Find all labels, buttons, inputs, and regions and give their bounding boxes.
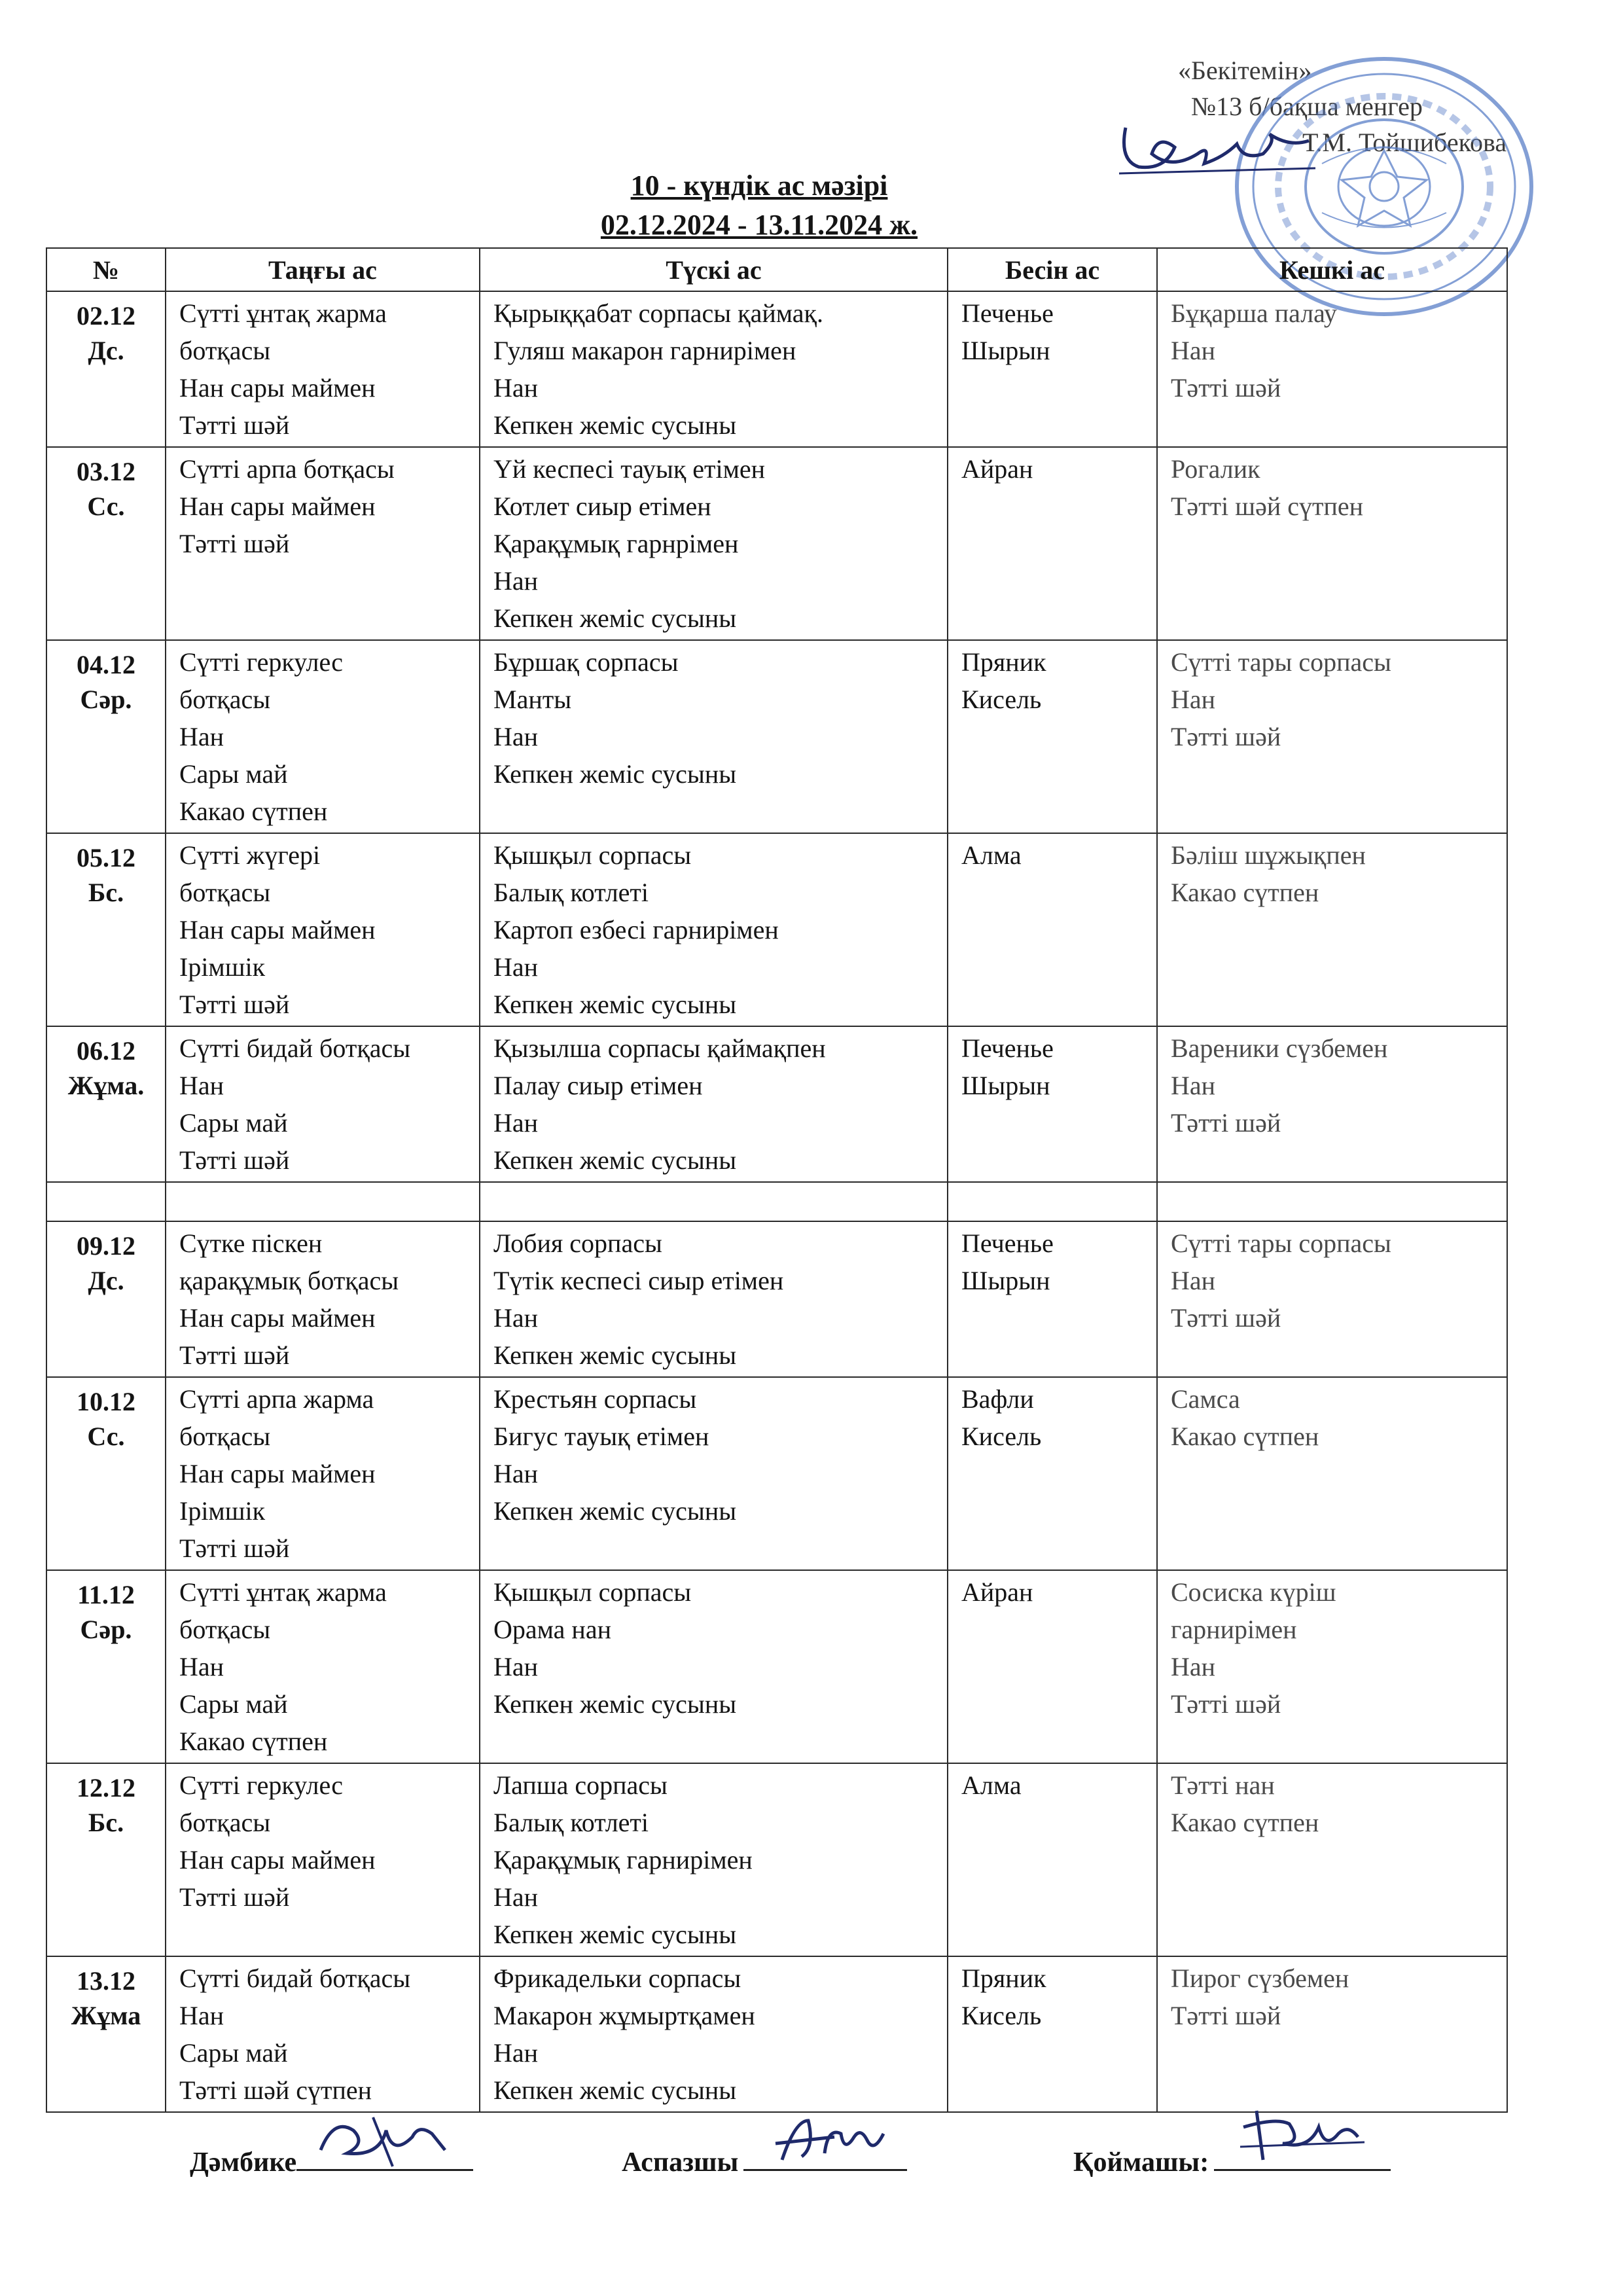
breakfast-line: Тәтті шәй: [179, 1882, 290, 1912]
lunch-line: Қышқыл сорпасы: [493, 1577, 692, 1607]
breakfast-line: Нан сары маймен: [179, 1845, 376, 1874]
breakfast-line: Сүтті бидай ботқасы: [179, 1033, 411, 1063]
day-cell: [46, 447, 166, 640]
breakfast-line: Тәтті шәй: [179, 1340, 290, 1370]
breakfast-cell: [166, 1377, 480, 1570]
lunch-line: Кепкен жеміс сусыны: [493, 1145, 737, 1175]
breakfast-line: Нан: [179, 1652, 224, 1681]
breakfast-line: Сүтті арпа жарма: [179, 1384, 374, 1414]
lunch-line: Нан: [493, 2038, 539, 2068]
lunch-line: Кепкен жеміс сусыны: [493, 603, 737, 633]
breakfast-cell: [166, 1763, 480, 1956]
approval-line-3: Т.М. Тойшибекова: [1302, 128, 1507, 157]
lunch-line: Үй кеспесі тауық етімен: [493, 454, 766, 484]
dinner-line: Какао сүтпен: [1171, 1422, 1319, 1451]
dinner-cell: [1157, 1570, 1507, 1763]
lunch-cell: [480, 1221, 948, 1377]
lunch-line: Кепкен жеміс сусыны: [493, 990, 737, 1019]
day-line: 06.12: [77, 1036, 135, 1066]
header-number: №: [46, 248, 166, 291]
menu-table: [46, 247, 1508, 2113]
day-cell: [46, 833, 166, 1026]
day-line: Дс.: [88, 336, 124, 365]
dinner-cell: [1157, 447, 1507, 640]
dinner-cell: [1157, 1026, 1507, 1182]
breakfast-line: Нан сары маймен: [179, 492, 376, 521]
breakfast-line: Тәтті шәй: [179, 529, 290, 558]
lunch-cell: [480, 447, 948, 640]
breakfast-line: Ірімшік: [179, 1496, 266, 1526]
dinner-line: Какао сүтпен: [1171, 1808, 1319, 1837]
lunch-line: Түтік кеспесі сиыр етімен: [493, 1266, 784, 1295]
breakfast-line: Какао сүтпен: [179, 1727, 328, 1756]
dinner-line: Нан: [1171, 1266, 1216, 1295]
lunch-line: Бұршақ сорпасы: [493, 647, 679, 677]
breakfast-cell: [166, 1956, 480, 2112]
breakfast-line: Нан сары маймен: [179, 1459, 376, 1488]
table-row: [46, 1763, 1507, 1956]
dinner-line: Бұқарша палау: [1171, 298, 1337, 328]
lunch-line: Кепкен жеміс сусыны: [493, 1920, 737, 1949]
breakfast-line: Сүтті бидай ботқасы: [179, 1964, 411, 1993]
snack-cell: [948, 291, 1157, 447]
day-line: Сәр.: [80, 1615, 132, 1644]
breakfast-cell: [166, 640, 480, 833]
dinner-line: Тәтті шәй: [1171, 1303, 1281, 1333]
breakfast-line: Сүтті геркулес: [179, 647, 343, 677]
breakfast-line: Сүтті ұнтақ жарма: [179, 1577, 387, 1607]
approval-line-1: «Бекітемін»: [1178, 56, 1312, 85]
breakfast-line: Какао сүтпен: [179, 797, 328, 826]
lunch-line: Гуляш макарон гарнирімен: [493, 336, 796, 365]
day-line: 02.12: [77, 301, 135, 331]
breakfast-line: Нан сары маймен: [179, 915, 376, 944]
lunch-line: Лапша сорпасы: [493, 1770, 668, 1800]
dinner-line: Бәліш шұжықпен: [1171, 840, 1366, 870]
snack-line: Печенье: [961, 298, 1054, 328]
breakfast-line: ботқасы: [179, 685, 271, 714]
dinner-line: Сосиска күріш: [1171, 1577, 1336, 1607]
table-row: [46, 1026, 1507, 1182]
breakfast-line: Тәтті шәй: [179, 1534, 290, 1563]
dinner-line: Тәтті шәй: [1171, 1689, 1281, 1719]
day-cell: [46, 291, 166, 447]
day-line: Сәр.: [80, 685, 132, 714]
snack-line: Печенье: [961, 1229, 1054, 1258]
header-snack: Бесін ас: [948, 248, 1157, 291]
breakfast-line: Сүтті геркулес: [179, 1770, 343, 1800]
snack-line: Кисель: [961, 685, 1042, 714]
dinner-line: Пирог сүзбемен: [1171, 1964, 1349, 1993]
dinner-line: Рогалик: [1171, 454, 1260, 484]
lunch-line: Кепкен жеміс сусыны: [493, 1340, 737, 1370]
approval-line-2: №13 б/бақша менгер: [1191, 92, 1423, 121]
lunch-line: Кепкен жеміс сусыны: [493, 410, 737, 440]
breakfast-line: Сары май: [179, 2038, 288, 2068]
lunch-line: Крестьян сорпасы: [493, 1384, 697, 1414]
day-cell: [46, 1221, 166, 1377]
breakfast-line: Сүтті ұнтақ жарма: [179, 298, 387, 328]
day-line: Дс.: [88, 1266, 124, 1295]
nurse-signature: [308, 2111, 458, 2170]
header-breakfast: Таңғы ас: [166, 248, 480, 291]
breakfast-line: Сүтті жүгері: [179, 840, 321, 870]
lunch-line: Нан: [493, 373, 539, 403]
dinner-line: Сүтті тары сорпасы: [1171, 647, 1391, 677]
lunch-cell: [480, 833, 948, 1026]
snack-cell: [948, 1570, 1157, 1763]
lunch-line: Котлет сиыр етімен: [493, 492, 711, 521]
snack-line: Айран: [961, 1577, 1033, 1607]
day-line: 04.12: [77, 650, 135, 679]
breakfast-line: Тәтті шәй: [179, 410, 290, 440]
table-row: [46, 1956, 1507, 2112]
lunch-line: Фрикадельки сорпасы: [493, 1964, 741, 1993]
page-subtitle-date-range: 02.12.2024 - 13.11.2024 ж.: [600, 209, 918, 241]
table-row: [46, 1221, 1507, 1377]
lunch-cell: [480, 640, 948, 833]
breakfast-line: Сары май: [179, 1108, 288, 1138]
snack-line: Пряник: [961, 647, 1046, 677]
day-cell: [46, 1956, 166, 2112]
lunch-line: Қарақұмық гарнрімен: [493, 529, 739, 558]
breakfast-cell: [166, 447, 480, 640]
snack-cell: [948, 1763, 1157, 1956]
lunch-cell: [480, 1956, 948, 2112]
lunch-line: Макарон жұмыртқамен: [493, 2001, 755, 2030]
day-cell: [46, 640, 166, 833]
lunch-cell: [480, 1377, 948, 1570]
dinner-line: Тәтті шәй: [1171, 373, 1281, 403]
table-row: [46, 1377, 1507, 1570]
breakfast-line: Сары май: [179, 1689, 288, 1719]
breakfast-line: Тәтті шәй сүтпен: [179, 2075, 372, 2105]
breakfast-line: Тәтті шәй: [179, 990, 290, 1019]
dinner-cell: [1157, 1377, 1507, 1570]
day-line: 11.12: [77, 1580, 135, 1609]
breakfast-line: қарақұмық ботқасы: [179, 1266, 399, 1295]
snack-line: Алма: [961, 840, 1022, 870]
table-row: [46, 640, 1507, 833]
header-dinner: Кешкі ас: [1157, 248, 1507, 291]
cook-label: Аспазшы: [622, 2147, 739, 2178]
lunch-line: Балық котлеті: [493, 1808, 649, 1837]
snack-cell: [948, 1956, 1157, 2112]
dinner-line: гарнирімен: [1171, 1615, 1297, 1644]
day-cell: [46, 1377, 166, 1570]
dinner-line: Тәтті шәй: [1171, 1108, 1281, 1138]
lunch-line: Картоп езбесі гарнирімен: [493, 915, 779, 944]
day-line: Жұма: [71, 2001, 141, 2030]
lunch-line: Бигус тауық етімен: [493, 1422, 709, 1451]
page-title: 10 - күндік ас мәзірі: [630, 170, 888, 202]
lunch-line: Нан: [493, 1108, 539, 1138]
table-cell-empty: [46, 1182, 166, 1221]
lunch-line: Нан: [493, 1882, 539, 1912]
breakfast-cell: [166, 833, 480, 1026]
dinner-line: Самса: [1171, 1384, 1240, 1414]
snack-line: Айран: [961, 454, 1033, 484]
dinner-cell: [1157, 291, 1507, 447]
table-cell-empty: [948, 1182, 1157, 1221]
lunch-line: Балық котлеті: [493, 878, 649, 907]
dinner-cell: [1157, 1763, 1507, 1956]
lunch-line: Кепкен жеміс сусыны: [493, 759, 737, 789]
snack-cell: [948, 833, 1157, 1026]
snack-line: Шырын: [961, 1266, 1050, 1295]
dinner-cell: [1157, 640, 1507, 833]
dinner-line: Нан: [1171, 1071, 1216, 1100]
table-row: [46, 1570, 1507, 1763]
day-line: 12.12: [77, 1773, 135, 1803]
dinner-line: Тәтті шәй сүтпен: [1171, 492, 1364, 521]
dinner-line: Вареники сүзбемен: [1171, 1033, 1388, 1063]
nurse-label: Дәмбике: [190, 2147, 297, 2178]
breakfast-line: Сүтке піскен: [179, 1229, 323, 1258]
storekeeper-label: Қоймашы:: [1073, 2147, 1209, 2178]
day-cell: [46, 1026, 166, 1182]
breakfast-line: ботқасы: [179, 336, 271, 365]
breakfast-line: ботқасы: [179, 1422, 271, 1451]
lunch-line: Қызылша сорпасы қаймақпен: [493, 1033, 826, 1063]
snack-line: Шырын: [961, 1071, 1050, 1100]
dinner-line: Сүтті тары сорпасы: [1171, 1229, 1391, 1258]
breakfast-cell: [166, 1026, 480, 1182]
lunch-cell: [480, 1570, 948, 1763]
day-line: 13.12: [77, 1966, 135, 1996]
breakfast-line: Сүтті арпа ботқасы: [179, 454, 395, 484]
snack-line: Кисель: [961, 1422, 1042, 1451]
dinner-line: Нан: [1171, 685, 1216, 714]
breakfast-line: Тәтті шәй: [179, 1145, 290, 1175]
breakfast-line: Нан сары маймен: [179, 1303, 376, 1333]
breakfast-line: Нан: [179, 1071, 224, 1100]
day-line: Сс.: [87, 1422, 125, 1451]
snack-cell: [948, 1377, 1157, 1570]
breakfast-line: ботқасы: [179, 878, 271, 907]
table-cell-empty: [166, 1182, 480, 1221]
table-row: [46, 833, 1507, 1026]
dinner-cell: [1157, 1221, 1507, 1377]
day-line: 09.12: [77, 1231, 135, 1261]
snack-cell: [948, 447, 1157, 640]
breakfast-line: Сары май: [179, 759, 288, 789]
snack-cell: [948, 1221, 1157, 1377]
lunch-line: Нан: [493, 1652, 539, 1681]
table-cell-empty: [1157, 1182, 1507, 1221]
day-line: Жұма.: [67, 1071, 145, 1100]
day-line: 05.12: [77, 843, 135, 872]
lunch-line: Манты: [493, 685, 572, 714]
lunch-cell: [480, 1026, 948, 1182]
breakfast-line: ботқасы: [179, 1615, 271, 1644]
lunch-line: Нан: [493, 1459, 539, 1488]
dinner-line: Какао сүтпен: [1171, 878, 1319, 907]
table-cell-empty: [480, 1182, 948, 1221]
lunch-line: Қарақұмық гарнирімен: [493, 1845, 753, 1874]
day-line: Сс.: [87, 492, 125, 521]
storekeeper-signature: [1230, 2098, 1374, 2170]
header-lunch: Түскі ас: [480, 248, 948, 291]
snack-line: Кисель: [961, 2001, 1042, 2030]
breakfast-cell: [166, 1221, 480, 1377]
snack-line: Пряник: [961, 1964, 1046, 1993]
breakfast-line: Нан: [179, 2001, 224, 2030]
lunch-line: Нан: [493, 566, 539, 596]
snack-cell: [948, 640, 1157, 833]
breakfast-line: Нан: [179, 722, 224, 751]
day-line: Бс.: [88, 878, 124, 907]
dinner-line: Тәтті нан: [1171, 1770, 1275, 1800]
lunch-line: Нан: [493, 722, 539, 751]
day-cell: [46, 1763, 166, 1956]
day-line: Бс.: [88, 1808, 124, 1837]
dinner-line: Тәтті шәй: [1171, 2001, 1281, 2030]
snack-cell: [948, 1026, 1157, 1182]
breakfast-cell: [166, 1570, 480, 1763]
table-row: [46, 447, 1507, 640]
lunch-line: Кепкен жеміс сусыны: [493, 1689, 737, 1719]
dinner-line: Тәтті шәй: [1171, 722, 1281, 751]
lunch-line: Палау сиыр етімен: [493, 1071, 703, 1100]
snack-line: Шырын: [961, 336, 1050, 365]
day-line: 03.12: [77, 457, 135, 486]
breakfast-line: ботқасы: [179, 1808, 271, 1837]
dinner-line: Нан: [1171, 336, 1216, 365]
day-line: 10.12: [77, 1387, 135, 1416]
lunch-line: Лобия сорпасы: [493, 1229, 662, 1258]
cook-signature: [762, 2108, 893, 2173]
dinner-cell: [1157, 833, 1507, 1026]
lunch-line: Нан: [493, 952, 539, 982]
lunch-line: Кепкен жеміс сусыны: [493, 1496, 737, 1526]
table-row: [46, 291, 1507, 447]
table-header-row: [46, 248, 1507, 291]
snack-line: Печенье: [961, 1033, 1054, 1063]
dinner-cell: [1157, 1956, 1507, 2112]
dinner-line: Нан: [1171, 1652, 1216, 1681]
breakfast-cell: [166, 291, 480, 447]
lunch-line: Қырыққабат сорпасы қаймақ.: [493, 298, 823, 328]
lunch-cell: [480, 291, 948, 447]
snack-line: Алма: [961, 1770, 1022, 1800]
snack-line: Вафли: [961, 1384, 1034, 1414]
lunch-line: Нан: [493, 1303, 539, 1333]
breakfast-line: Нан сары маймен: [179, 373, 376, 403]
lunch-cell: [480, 1763, 948, 1956]
day-cell: [46, 1570, 166, 1763]
lunch-line: Кепкен жеміс сусыны: [493, 2075, 737, 2105]
lunch-line: Орама нан: [493, 1615, 611, 1644]
table-row: [46, 1182, 1507, 1221]
lunch-line: Қышқыл сорпасы: [493, 840, 692, 870]
breakfast-line: Ірімшік: [179, 952, 266, 982]
